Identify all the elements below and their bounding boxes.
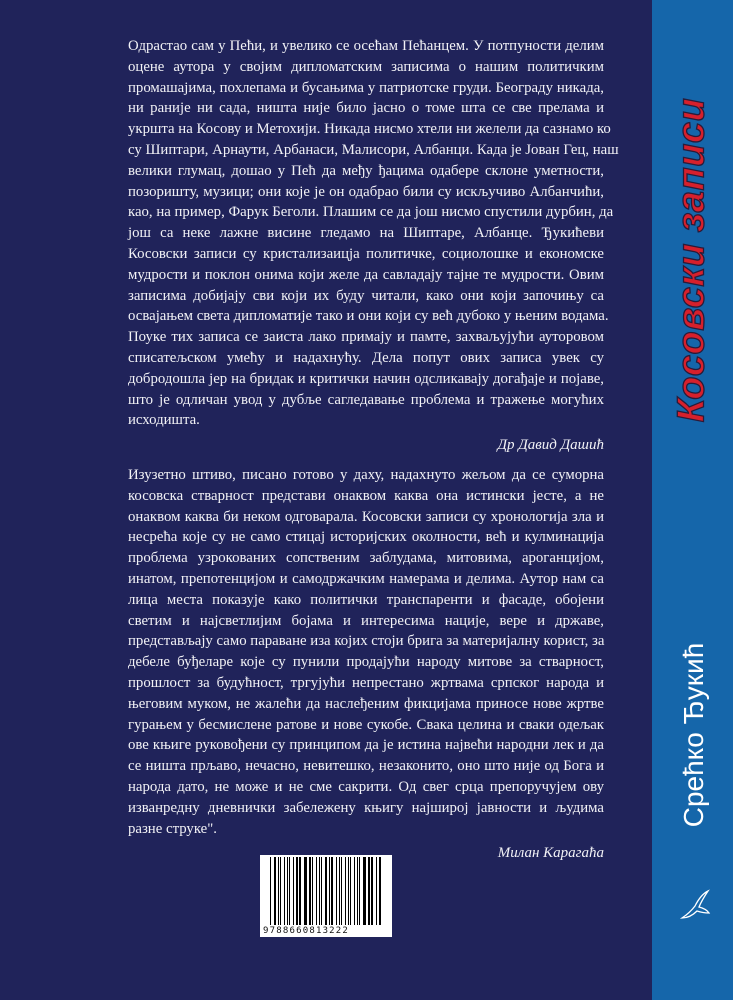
- text-line: оцене аутора у својим дипломатским записима о нашим политичким: [128, 58, 604, 75]
- barcode-bar: [354, 857, 355, 925]
- text-line: записима добијају сви који их буду читали, како они који започињу са: [128, 287, 604, 304]
- text-line: Поуке тих записа се заиста лако примају и памте, захваљујући ауторовом: [128, 329, 604, 346]
- barcode-bar: [280, 857, 281, 925]
- barcode-bar: [319, 857, 320, 925]
- review-signature: Др Давид Дашић: [497, 437, 604, 454]
- barcode-bar: [329, 857, 330, 925]
- barcode-bar: [312, 857, 313, 925]
- review-dasic: [128, 36, 619, 454]
- barcode-bar: [309, 857, 311, 925]
- barcode-bar: [339, 857, 340, 925]
- barcode-bar: [376, 857, 377, 925]
- text-line: као, на пример, Фарук Беголи. Плашим се да још нисмо спустили дурбин, да: [128, 204, 614, 221]
- text-line: ни раније ни сада, ништа није било јасно о томе шта се све прелама и: [128, 100, 604, 117]
- spine-author: Срећко Ђукић: [678, 642, 709, 828]
- barcode-bar: [321, 857, 322, 925]
- text-line: добродошла јер на бридак и критички начин одсликавају догађаје и појаве,: [128, 370, 604, 387]
- text-line: се ништа прљаво, нечасно, невитешко, незаконито, оно што није од Бога и: [128, 758, 604, 775]
- text-line: дебеле буђеларе које су пунили продајући народу митове за стварност,: [128, 654, 604, 671]
- book-spine: [652, 0, 733, 1000]
- text-line: укршта на Косову и Метохији. Никада нисмо хтели ни желели да сазнамо ко: [128, 121, 611, 138]
- bird-icon: [678, 888, 712, 924]
- text-line: представљају само параване иза којих стоји брига за материјалну корист, за: [128, 633, 605, 650]
- barcode-bar: [363, 857, 366, 925]
- review-karagaca: [128, 465, 604, 862]
- barcode-bar: [293, 857, 294, 925]
- text-line: разне струке".: [128, 820, 217, 837]
- text-line: исходишта.: [128, 412, 200, 429]
- spine-title: Косовски записи: [670, 97, 713, 423]
- isbn-barcode: [260, 855, 392, 937]
- text-line: мудрости и поклон онима који желе да савладају тајне те мудрости. Овим: [128, 266, 604, 283]
- text-line: освајањем света дипломатије тако и они који су већ дубоко у њеним водама.: [128, 308, 609, 325]
- text-line: народа дато, не може и не сме сакрити. Од свег срца препоручујем ову: [128, 778, 604, 795]
- text-line: Изузетно штиво, писано готово у даху, надахнуто жељом да се суморна: [128, 467, 604, 483]
- barcode-bar: [299, 857, 301, 925]
- barcode-bar: [341, 857, 342, 925]
- text-line: Одрастао сам у Пећи, и увелико се осећам Пећанцем. У потпуности делим: [128, 38, 604, 54]
- barcode-bar: [331, 857, 333, 925]
- text-line: несрећа које су не само стицај историјских околности, већ и кулминација: [128, 529, 604, 546]
- barcode-bar: [325, 857, 327, 925]
- text-line: ове књиге руковођени су принципом да је истина највећи народни лек и да: [128, 737, 604, 754]
- barcode-bar: [304, 857, 307, 925]
- barcode-bar: [350, 857, 351, 925]
- text-line: прошлост за будућност, тргујући непрестано жртвама српског народа и: [128, 674, 604, 691]
- barcode-bar: [359, 857, 360, 925]
- text-line: промашајима, похлепама и бусањима у патриотске груди. Београду никада,: [128, 79, 604, 96]
- barcode-bar: [316, 857, 317, 925]
- barcode-bar: [345, 857, 346, 925]
- barcode-bar: [379, 857, 381, 925]
- text-line: позоришту, музици; они које је он одабрао били су искључиво Албанчићи,: [128, 183, 604, 200]
- barcode-bar: [336, 857, 337, 925]
- barcode-bar: [296, 857, 298, 925]
- text-line: изванредну дневнички забележену књигу најширој јавности и људима: [128, 799, 604, 816]
- text-line: светим и најсветлијим бојама и интересима нације, вере и државе,: [128, 612, 604, 629]
- text-line: списатељском умећу и надахнућу. Дела попут ових записа увек су: [128, 349, 604, 366]
- text-line: велики глумац, дошао у Пећ да међу ђацима одабере склоне уметности,: [128, 162, 604, 179]
- barcode-bar: [287, 857, 288, 925]
- text-line: гурањем у бесмислене ратове и нове сукобе. Свака целина и сваки одељак: [128, 716, 604, 733]
- barcode-bar: [274, 857, 276, 925]
- barcode-bar: [348, 857, 349, 925]
- barcode-bar: [357, 857, 358, 925]
- barcode-digits: 9788660813222: [263, 926, 350, 936]
- text-line: су Шиптари, Арнаути, Арбанаси, Малисори, Албанци. Када је Јован Гец, наш: [128, 141, 619, 158]
- text-line: онаквом каква би неком одговарала. Косовски записи су хронологија зла и: [128, 508, 604, 525]
- text-line: што је одличан увод у дубље сагледавање проблема и тражење могућих: [128, 391, 604, 408]
- text-line: косовска стварност представи онаквом каква она истински јесте, а не: [128, 487, 604, 504]
- barcode-bar: [278, 857, 279, 925]
- text-line: још са неке лажне висине гледамо на Шиптаре, Албанце. Ђукићеви: [128, 225, 604, 242]
- text-line: проблема узрокованих сопственим заблудама, митовима, ароганцијом,: [128, 550, 604, 567]
- barcode-bars: [264, 857, 388, 925]
- text-line: лица места показује како политички транспаренти и фасаде, обојени: [128, 591, 604, 608]
- review-signature: Милан Карагаћа: [497, 845, 604, 862]
- barcode-bar: [270, 857, 271, 925]
- text-line: његовим муком, не жалећи да наслеђеним фикцијама приносе нове жртве: [128, 695, 604, 712]
- barcode-bar: [371, 857, 373, 925]
- text-line: инатом, препотенцијом и самодржачким намерама и делима. Аутор нам са: [128, 570, 604, 587]
- text-line: Косовски записи су кристализаицја политичке, социолошке и економске: [128, 245, 604, 262]
- barcode-bar: [368, 857, 370, 925]
- barcode-bar: [289, 857, 290, 925]
- barcode-bar: [284, 857, 285, 925]
